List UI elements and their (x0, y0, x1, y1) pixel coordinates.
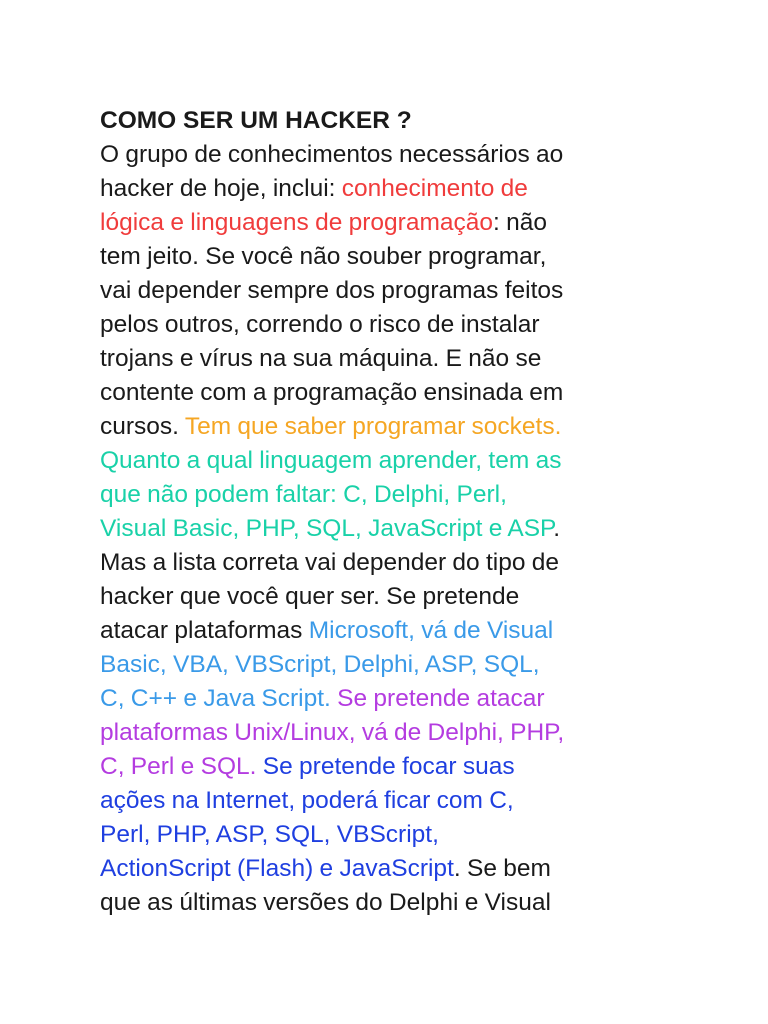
text-line (100, 342, 630, 376)
text-segment: vai depender sempre dos programas feitos (100, 277, 564, 304)
text-line (100, 682, 630, 716)
text-segment: Basic, VBA, VBScript, Delphi, ASP, SQL, (100, 651, 540, 678)
text-segment: Se pretende atacar (337, 685, 545, 712)
text-line (100, 138, 630, 172)
text-segment: que não podem faltar: C, Delphi, Perl, (100, 481, 507, 508)
text-segment: Mas a lista correta vai depender do tipo de (100, 549, 560, 576)
text-line (100, 410, 630, 444)
text-line (100, 240, 630, 274)
text-segment: lógica e linguagens de programação (100, 209, 493, 236)
text-segment: . Se bem (453, 855, 551, 882)
text-segment: Microsoft, vá de Visual (308, 617, 554, 644)
text-segment: : não (493, 209, 547, 236)
text-line (100, 784, 630, 818)
document-page (100, 104, 630, 920)
text-segment: Se pretende focar suas (262, 753, 515, 780)
text-line (100, 546, 630, 580)
text-line (100, 614, 630, 648)
text-segment: plataformas Unix/Linux, vá de Delphi, PHP, (100, 719, 565, 746)
text-segment: ações na Internet, poderá ficar com C, (100, 787, 514, 814)
text-segment: . (553, 515, 561, 542)
text-segment: Tem que saber programar sockets. (184, 413, 562, 440)
text-line (100, 886, 630, 920)
text-segment: pelos outros, correndo o risco de instalar (100, 311, 540, 338)
text-line (100, 852, 630, 886)
document-body (100, 138, 630, 920)
text-line (100, 444, 630, 478)
text-line (100, 648, 630, 682)
document-title: COMO SER UM HACKER ? (100, 107, 412, 134)
text-line (100, 478, 630, 512)
text-segment: ActionScript (Flash) e JavaScript (100, 855, 454, 882)
text-line (100, 750, 630, 784)
text-line (100, 512, 630, 546)
text-line (100, 376, 630, 410)
text-line (100, 818, 630, 852)
text-segment: que as últimas versões do Delphi e Visual (100, 889, 551, 916)
text-line (100, 580, 630, 614)
text-segment: Visual Basic, PHP, SQL, JavaScript e ASP (100, 515, 554, 542)
text-segment: tem jeito. Se você não souber programar, (100, 243, 547, 270)
text-line (100, 172, 630, 206)
text-segment: hacker que você quer ser. Se pretende (100, 583, 520, 610)
text-segment: cursos. (100, 413, 185, 440)
text-segment: C, C++ e Java Script. (100, 685, 338, 712)
text-line (100, 716, 630, 750)
text-segment: Perl, PHP, ASP, SQL, VBScript, (100, 821, 439, 848)
text-segment: Quanto a qual linguagem aprender, tem as (100, 447, 562, 474)
text-line (100, 274, 630, 308)
text-segment: trojans e vírus na sua máquina. E não se (100, 345, 542, 372)
text-segment: hacker de hoje, inclui: (100, 175, 342, 202)
text-segment: atacar plataformas (100, 617, 309, 644)
text-line (100, 206, 630, 240)
text-segment: O grupo de conhecimentos necessários ao (100, 141, 564, 168)
text-segment: contente com a programação ensinada em (100, 379, 564, 406)
text-line (100, 308, 630, 342)
text-segment: C, Perl e SQL. (100, 753, 263, 780)
text-segment: conhecimento de (341, 175, 528, 202)
